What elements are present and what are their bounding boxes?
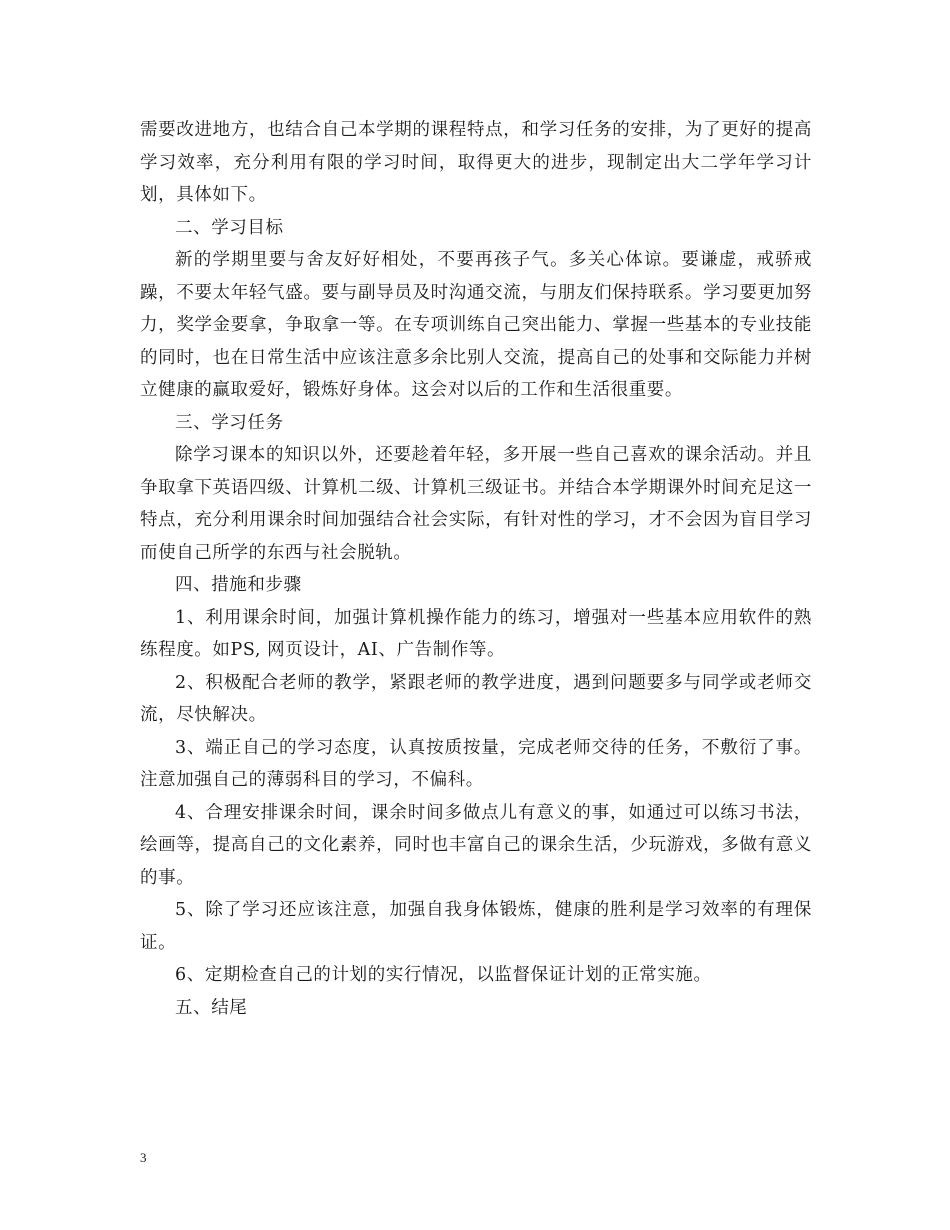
section-heading-goals: 二、学习目标 — [175, 217, 284, 238]
measure-item-5: 5、除了学习还应该注意，加强自我身体锻炼，健康的胜利是学习效率的有理保证。 — [140, 900, 812, 953]
section-heading-tasks: 三、学习任务 — [175, 412, 284, 433]
paragraph-goals: 新的学期里要与舍友好好相处，不要再孩子气。多关心体谅。要谦虚，戒骄戒躁，不要太年轻气盛。要与副导员及时沟通交流，与朋友们保持联系。学习要更加努力，奖学金要拿，争取拿一等。在专项训练自己突出能力、掌握一些基本的专业技能的同时，也在日常生活中应该注意多余比别人交流，提高自己的处事和交际能力并树立健康的赢取爱好，锻炼好身体。这会对以后的工作和生活很重要。 — [140, 250, 812, 400]
document-body — [140, 114, 812, 1024]
section-heading-measures: 四、措施和步骤 — [175, 575, 302, 595]
measure-item-6: 6、定期检查自己的计划的实行情况，以监督保证计划的正常实施。 — [175, 965, 712, 985]
section-heading-ending: 五、结尾 — [175, 997, 248, 1018]
measure-item-4: 4、合理安排课余时间，课余时间多做点儿有意义的事，如通过可以练习书法，绘画等，提高自己的文化素养，同时也丰富自己的课余生活，少玩游戏，多做有意义的事。 — [140, 802, 812, 888]
paragraph-intro-continuation: 需要改进地方，也结合自己本学期的课程特点，和学习任务的安排，为了更好的提高学习效率，充分利用有限的学习时间，取得更大的进步，现制定出大二学年学习计划，具体如下。 — [140, 120, 812, 205]
measure-item-3: 3、端正自己的学习态度，认真按质按量，完成老师交待的任务，不敷衍了事。注意加强自己的薄弱科目的学习，不偏科。 — [140, 737, 812, 790]
measure-item-1: 1、利用课余时间，加强计算机操作能力的练习，增强对一些基本应用软件的熟练程度。如PS, 网页设计，AI、广告制作等。 — [140, 607, 812, 660]
measure-item-2: 2、积极配合老师的教学，紧跟老师的教学进度，遇到问题要多与同学或老师交流，尽快解决。 — [140, 672, 812, 725]
paragraph-tasks: 除学习课本的知识以外，还要趁着年轻，多开展一些自己喜欢的课余活动。并且争取拿下英语四级、计算机二级、计算机三级证书。并结合本学期课外时间充足这一特点，充分利用课余时间加强结合社会实际，有针对性的学习，才不会因为盲目学习而使自己所学的东西与社会脱轨。 — [140, 445, 812, 563]
page-number: 3 — [140, 1150, 147, 1165]
